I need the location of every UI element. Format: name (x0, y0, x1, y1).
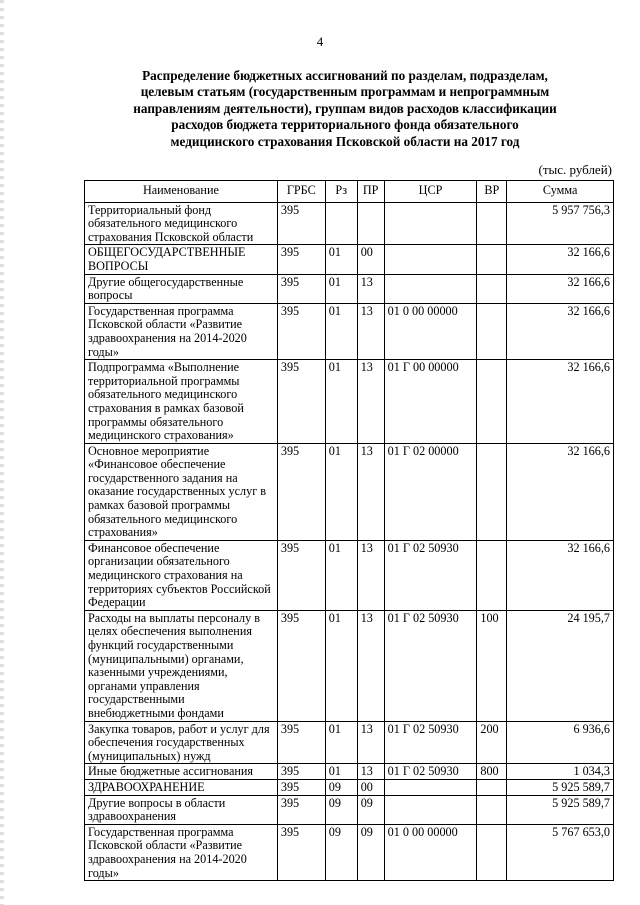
cell-name: Расходы на выплаты персоналу в целях обеспечения выполнения функций государственными (муниципальными) органами, казенными учреждениями, органами управления государственными внебюджетными фондами (85, 610, 278, 721)
cell-vr: 800 (477, 764, 507, 780)
table-row (85, 540, 614, 610)
cell-sum: 5 767 653,0 (507, 824, 614, 880)
cell-grbs: 395 (277, 764, 325, 780)
page-number: 4 (316, 34, 324, 49)
cell-rz: 01 (325, 721, 357, 764)
cell-name: Финансовое обеспечение организации обязательного медицинского страхования на территориях субъектов Российской Федерации (85, 540, 278, 610)
cell-rz: 01 (325, 764, 357, 780)
cell-vr (477, 303, 507, 359)
cell-vr (477, 202, 507, 245)
cell-rz: 01 (325, 274, 357, 303)
cell-pr: 09 (357, 824, 384, 880)
cell-csr: 01 Г 02 50930 (384, 721, 477, 764)
cell-vr (477, 274, 507, 303)
cell-sum: 5 925 589,7 (507, 779, 614, 795)
cell-name: Другие вопросы в области здравоохранения (85, 795, 278, 824)
title-line: расходов бюджета территориального фонда обязательного (171, 117, 519, 133)
cell-grbs: 395 (277, 540, 325, 610)
budget-table (84, 180, 614, 881)
cell-sum: 32 166,6 (507, 540, 614, 610)
cell-csr (384, 202, 477, 245)
cell-pr: 00 (357, 779, 384, 795)
header-rz: Рз (325, 181, 357, 203)
cell-sum: 32 166,6 (507, 245, 614, 274)
cell-rz: 09 (325, 824, 357, 880)
cell-sum: 32 166,6 (507, 443, 614, 540)
cell-pr: 13 (357, 360, 384, 444)
cell-csr: 01 0 00 00000 (384, 303, 477, 359)
cell-rz: 09 (325, 795, 357, 824)
cell-name: ОБЩЕГОСУДАРСТВЕННЫЕ ВОПРОСЫ (85, 245, 278, 274)
table-row (85, 303, 614, 359)
cell-pr: 13 (357, 303, 384, 359)
table-row (85, 443, 614, 540)
cell-csr: 01 Г 02 50930 (384, 610, 477, 721)
cell-name: Подпрограмма «Выполнение территориальной программы обязательного медицинского страхования в рамках базовой программы обязательного медицинского страхования» (85, 360, 278, 444)
cell-vr: 100 (477, 610, 507, 721)
cell-csr: 01 Г 02 00000 (384, 443, 477, 540)
cell-pr: 13 (357, 443, 384, 540)
cell-name: Закупка товаров, работ и услуг для обеспечения государственных (муниципальных) нужд (85, 721, 278, 764)
cell-rz: 01 (325, 303, 357, 359)
cell-vr (477, 245, 507, 274)
cell-vr (477, 360, 507, 444)
header-vr: ВР (477, 181, 507, 203)
title-line: направлениям деятельности), группам видов расходов классификации (133, 100, 557, 116)
table-row (85, 824, 614, 880)
cell-vr (477, 824, 507, 880)
cell-vr (477, 443, 507, 540)
cell-name: Другие общегосударственные вопросы (85, 274, 278, 303)
cell-name: Государственная программа Псковской области «Развитие здравоохранения на 2014-2020 годы» (85, 303, 278, 359)
table-row (85, 610, 614, 721)
cell-grbs: 395 (277, 274, 325, 303)
cell-grbs: 395 (277, 303, 325, 359)
cell-name: Иные бюджетные ассигнования (85, 764, 278, 780)
cell-sum: 1 034,3 (507, 764, 614, 780)
cell-sum: 24 195,7 (507, 610, 614, 721)
cell-rz: 09 (325, 779, 357, 795)
cell-vr: 200 (477, 721, 507, 764)
cell-sum: 5 957 756,3 (507, 202, 614, 245)
header-grbs: ГРБС (277, 181, 325, 203)
cell-sum: 6 936,6 (507, 721, 614, 764)
cell-sum: 32 166,6 (507, 274, 614, 303)
cell-name: Основное мероприятие «Финансовое обеспечение государственного задания на оказание государственных услуг в рамках базовой программы обязательного медицинского страхования» (85, 443, 278, 540)
cell-pr: 13 (357, 274, 384, 303)
cell-rz: 01 (325, 610, 357, 721)
header-csr: ЦСР (384, 181, 477, 203)
table-row (85, 764, 614, 780)
header-name: Наименование (85, 181, 278, 203)
cell-pr: 09 (357, 795, 384, 824)
cell-grbs: 395 (277, 824, 325, 880)
cell-rz (325, 202, 357, 245)
table-row (85, 721, 614, 764)
cell-name: ЗДРАВООХРАНЕНИЕ (85, 779, 278, 795)
cell-name: Государственная программа Псковской области «Развитие здравоохранения на 2014-2020 годы» (85, 824, 278, 880)
table-row (85, 274, 614, 303)
cell-csr (384, 779, 477, 795)
cell-csr (384, 245, 477, 274)
cell-csr: 01 0 00 00000 (384, 824, 477, 880)
cell-grbs: 395 (277, 443, 325, 540)
table-row (85, 795, 614, 824)
title-line: целевым статьям (государственным программам и непрограммным (140, 84, 550, 100)
cell-pr: 13 (357, 721, 384, 764)
cell-pr: 13 (357, 540, 384, 610)
cell-pr: 13 (357, 764, 384, 780)
cell-grbs: 395 (277, 245, 325, 274)
document-title (60, 68, 630, 150)
cell-pr: 13 (357, 610, 384, 721)
cell-csr (384, 274, 477, 303)
cell-name: Территориальный фонд обязательного медицинского страхования Псковской области (85, 202, 278, 245)
header-sum: Сумма (507, 181, 614, 203)
cell-csr: 01 Г 02 50930 (384, 540, 477, 610)
cell-rz: 01 (325, 360, 357, 444)
header-pr: ПР (357, 181, 384, 203)
title-line: Распределение бюджетных ассигнований по разделам, подразделам, (142, 68, 548, 83)
cell-grbs: 395 (277, 610, 325, 721)
table-row (85, 360, 614, 444)
cell-grbs: 395 (277, 360, 325, 444)
cell-sum: 32 166,6 (507, 360, 614, 444)
table-row (85, 202, 614, 245)
cell-csr: 01 Г 00 00000 (384, 360, 477, 444)
table-header-row (85, 181, 614, 203)
cell-pr: 00 (357, 245, 384, 274)
cell-rz: 01 (325, 443, 357, 540)
cell-grbs: 395 (277, 795, 325, 824)
page-edge-scan-mark (0, 0, 4, 905)
cell-csr: 01 Г 02 50930 (384, 764, 477, 780)
cell-csr (384, 795, 477, 824)
cell-rz: 01 (325, 245, 357, 274)
title-line: медицинского страхования Псковской области на 2017 год (170, 133, 520, 149)
cell-rz: 01 (325, 540, 357, 610)
cell-sum: 5 925 589,7 (507, 795, 614, 824)
cell-grbs: 395 (277, 721, 325, 764)
cell-pr (357, 202, 384, 245)
cell-vr (477, 795, 507, 824)
table-row (85, 779, 614, 795)
cell-grbs: 395 (277, 779, 325, 795)
cell-grbs: 395 (277, 202, 325, 245)
cell-sum: 32 166,6 (507, 303, 614, 359)
cell-vr (477, 779, 507, 795)
units-label: (тыс. рублей) (538, 162, 612, 177)
table-row (85, 245, 614, 274)
cell-vr (477, 540, 507, 610)
